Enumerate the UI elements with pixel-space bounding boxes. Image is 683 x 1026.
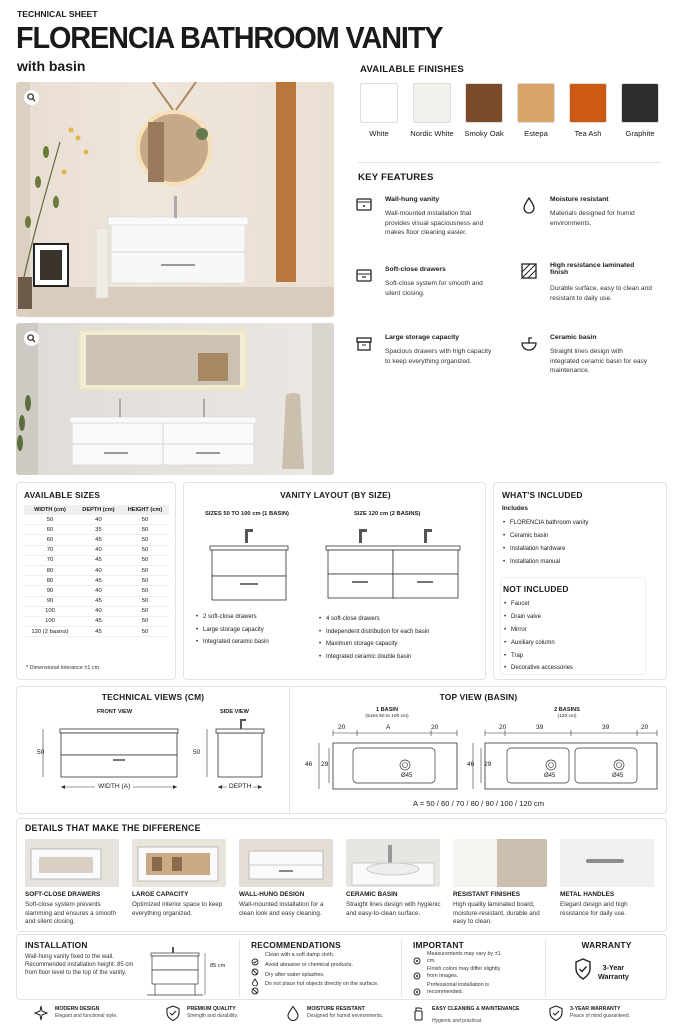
installation-height: 85 cm — [210, 963, 226, 969]
detail-image — [25, 839, 119, 887]
swatch-label: Smoky Oak — [464, 129, 504, 138]
table-row — [24, 596, 169, 606]
bathroom-scene-illustration-double — [16, 323, 334, 475]
list-item: • Installation hardware — [502, 543, 662, 556]
swatch-label: Nordic White — [410, 129, 454, 138]
installation-diagram — [147, 947, 213, 997]
water-drop-icon — [251, 973, 259, 981]
installation-heading: INSTALLATION — [25, 940, 88, 950]
detail-title: LARGE CAPACITY — [132, 891, 189, 898]
recommendation-item: Dry after water splashes. — [265, 972, 325, 978]
footer-title: PREMIUM QUALITY — [187, 1006, 236, 1012]
swatch-3[interactable] — [517, 83, 555, 123]
not-included-box — [500, 577, 646, 675]
detail-image — [560, 839, 654, 887]
table-cell: 120 (2 basins) — [24, 627, 76, 637]
included-sub: Includes — [502, 505, 528, 512]
front-height-label: 50 — [37, 749, 45, 756]
single-basin-diagram — [204, 527, 294, 603]
table-cell: 45 — [76, 627, 121, 637]
warranty-badge-line2: Warranty — [598, 972, 629, 982]
laminate-icon — [520, 262, 538, 280]
layout-heading: VANITY LAYOUT (BY SIZE) — [280, 490, 391, 500]
warranty-shield-icon — [574, 958, 592, 980]
dim-29-2: 29 — [484, 761, 492, 768]
footer-title: MOISTURE RESISTANT — [307, 1006, 365, 1012]
recommendations-heading: RECOMMENDATIONS — [251, 940, 341, 950]
sizes-heading: AVAILABLE SIZES — [24, 490, 101, 500]
feature-title: Large storage capacity — [385, 334, 460, 341]
hole-diameter-left: Ø45 — [544, 773, 556, 779]
table-cell: 90 — [24, 586, 76, 596]
column-header: HEIGHT (cm) — [121, 505, 169, 515]
list-item: • Faucet — [503, 598, 643, 611]
important-item: Professional installation is recommended. — [427, 982, 490, 996]
layout-card — [183, 482, 486, 680]
layout-two-title: SIZE 120 cm (2 BASINS) — [354, 511, 421, 517]
layout-two-bullets — [318, 613, 483, 663]
table-cell: 50 — [121, 606, 169, 616]
table-cell: 50 — [121, 616, 169, 626]
warranty-badge-line1: 3-Year — [602, 963, 625, 972]
ruler-icon — [413, 952, 421, 960]
feature-title: Ceramic basin — [550, 334, 597, 341]
list-item: • Independent distribution for each basin — [318, 626, 483, 639]
recommendation-item: Clean with a soft damp cloth. — [265, 952, 335, 958]
page-title: FLORENCIA BATHROOM VANITY — [16, 20, 443, 55]
detail-image — [346, 839, 440, 887]
layout-one-title: SIZES 50 TO 100 cm (1 BASIN) — [205, 511, 289, 517]
layout-one-bullets — [195, 611, 325, 649]
swatch-1[interactable] — [413, 83, 451, 123]
divider — [239, 939, 240, 997]
footer-desc: Elegant and functional style. — [55, 1013, 118, 1019]
tech-heading: TECHNICAL VIEWS (CM) — [101, 692, 205, 702]
no-chemical-icon — [251, 963, 259, 971]
table-cell: 50 — [121, 586, 169, 596]
table-cell: 50 — [121, 565, 169, 575]
dim-46-2: 46 — [467, 761, 475, 768]
storage-box-icon — [355, 334, 373, 352]
table-cell: 50 — [121, 525, 169, 535]
table-cell: 50 — [121, 545, 169, 555]
included-list — [502, 517, 662, 569]
swatch-4[interactable] — [569, 83, 607, 123]
column-header: WIDTH (cm) — [24, 505, 76, 515]
list-item: • Integrated ceramic basin — [195, 636, 325, 649]
included-card — [493, 482, 667, 680]
table-cell: 50 — [121, 596, 169, 606]
footer-desc: Hygienic and practical. — [432, 1018, 483, 1024]
included-heading: WHAT'S INCLUDED — [502, 490, 583, 500]
width-label: WIDTH (A) — [95, 783, 133, 790]
table-cell: 50 — [121, 627, 169, 637]
side-view-label: SIDE VIEW — [220, 709, 249, 715]
tools-icon — [413, 983, 421, 991]
detail-image — [239, 839, 333, 887]
important-heading: IMPORTANT — [413, 940, 464, 950]
table-cell: 40 — [76, 606, 121, 616]
two-basin-title: 2 BASINS — [554, 707, 580, 713]
product-photo-single[interactable] — [16, 82, 334, 317]
table-cell: 50 — [121, 576, 169, 586]
table-cell: 60 — [24, 525, 76, 535]
one-basin-sub: (sizes 50 to 100 cm) — [365, 714, 409, 719]
technical-views-card — [16, 686, 667, 814]
feature-desc: Straight lines design with integrated ceramic basin for easy maintenance. — [550, 348, 648, 375]
details-card — [16, 818, 667, 932]
page-subtitle: with basin — [17, 58, 86, 74]
dim-46: 46 — [305, 761, 313, 768]
list-item: • FLORENCIA bathroom vanity — [502, 517, 662, 530]
footer-title: MODERN DESIGN — [55, 1006, 100, 1012]
column-header: DEPTH (cm) — [76, 505, 121, 515]
table-row — [24, 586, 169, 596]
zoom-icon[interactable] — [24, 90, 39, 105]
footer-desc: Designed for humid environments. — [307, 1013, 384, 1019]
swatch-label: Graphite — [625, 129, 655, 138]
feature-title: Moisture resistant — [550, 196, 609, 203]
footer-title: EASY CLEANING & MAINTENANCE — [432, 1006, 520, 1012]
drawer-icon — [355, 266, 373, 284]
feature-title: Soft-close drawers — [385, 266, 446, 273]
detail-desc: Elegant design and high resistance for daily use. — [560, 901, 628, 917]
details-heading: DETAILS THAT MAKE THE DIFFERENCE — [25, 823, 201, 833]
table-row — [24, 555, 169, 565]
recommendation-item: Do not place hot objects directly on the surface. — [265, 981, 379, 987]
table-row — [24, 606, 169, 616]
table-cell: 40 — [76, 545, 121, 555]
not-included-list — [503, 598, 643, 675]
table-cell: 45 — [76, 596, 121, 606]
detail-title: WALL-HUNG DESIGN — [239, 891, 305, 898]
table-cell: 100 — [24, 616, 76, 626]
detail-title: SOFT-CLOSE DRAWERS — [25, 891, 101, 898]
bathroom-scene-illustration — [16, 82, 334, 317]
divider — [289, 687, 290, 813]
feature-desc: Spacious drawers with high capacity to keep everything organized. — [385, 348, 492, 365]
divider — [358, 162, 661, 163]
detail-title: RESISTANT FINISHES — [453, 891, 520, 898]
water-drop-icon — [520, 196, 538, 214]
table-row — [24, 616, 169, 626]
table-cell: 45 — [76, 576, 121, 586]
table-cell: 50 — [121, 515, 169, 525]
double-basin-diagram — [324, 527, 464, 603]
list-item: • Integrated ceramic double basin — [318, 651, 483, 664]
swatch-0[interactable] — [360, 83, 398, 123]
table-cell: 50 — [121, 555, 169, 565]
dim-39-left: 39 — [536, 724, 544, 731]
footer-desc: Strength and durability. — [187, 1013, 239, 1019]
cleaning-icon — [410, 1005, 426, 1021]
info-card — [16, 934, 667, 1000]
eyebrow: TECHNICAL SHEET — [17, 9, 98, 19]
table-cell: 45 — [76, 555, 121, 565]
swatch-label: White — [369, 129, 389, 138]
table-cell: 45 — [76, 535, 121, 545]
table-cell: 50 — [121, 535, 169, 545]
side-height-label: 50 — [193, 749, 201, 756]
detail-desc: Wall-mounted installation for a clean look and easy cleaning. — [239, 901, 324, 917]
feature-desc: Materials designed for humid environments. — [550, 210, 635, 227]
dim-39-right: 39 — [602, 724, 610, 731]
depth-label: DEPTH — [229, 783, 252, 790]
table-cell: 35 — [76, 525, 121, 535]
table-row — [24, 525, 169, 535]
features-heading: KEY FEATURES — [358, 172, 434, 183]
installation-text: Wall-hung vanity fixed to the wall. Recommended installation height: 85 cm from floor level to the top of the vanity. — [25, 954, 134, 977]
sizes-table — [24, 505, 169, 637]
detail-title: CERAMIC BASIN — [346, 891, 398, 898]
list-item: • Drain valve — [503, 611, 643, 624]
table-row — [24, 576, 169, 586]
list-item: • Decorative accessories — [503, 662, 643, 675]
list-item: • Auxiliary column — [503, 637, 643, 650]
swatch-2[interactable] — [465, 83, 503, 123]
two-basin-sub: (120 cm) — [557, 714, 577, 719]
feature-desc: Wall-mounted installation that provides visual spaciousness and makes floor cleaning easier. — [385, 210, 484, 237]
table-row — [24, 627, 169, 637]
table-cell: 80 — [24, 576, 76, 586]
divider — [401, 939, 402, 997]
footer-title: 3-YEAR WARRANTY — [570, 1006, 621, 1012]
table-cell: 100 — [24, 606, 76, 616]
dim-a: A — [386, 724, 391, 731]
feature-title: High resistance laminated finish — [550, 262, 635, 276]
swatch-label: Estepa — [524, 129, 548, 138]
shield-warranty-icon — [548, 1005, 564, 1021]
list-item: • Ceramic basin — [502, 530, 662, 543]
table-cell: 70 — [24, 555, 76, 565]
dim-20-right-2: 20 — [641, 724, 649, 731]
one-basin-title: 1 BASIN — [375, 707, 399, 713]
width-formula: A = 50 / 60 / 70 / 80 / 90 / 100 / 120 cm — [412, 799, 545, 808]
hole-diameter-right: Ø45 — [612, 773, 624, 779]
list-item: • Installation manual — [502, 556, 662, 569]
not-included-heading: NOT INCLUDED — [503, 584, 569, 594]
detail-image — [132, 839, 226, 887]
sizes-note: * Dimensional tolerance ±1 cm. — [26, 665, 101, 671]
dim-20-right: 20 — [431, 724, 439, 731]
dim-29: 29 — [321, 761, 329, 768]
shield-check-icon — [165, 1005, 181, 1021]
detail-desc: Soft-close system prevents slamming and ensures a smooth and silent closing. — [25, 901, 117, 925]
table-cell: 70 — [24, 545, 76, 555]
table-cell: 40 — [76, 586, 121, 596]
important-item: Finish colors may differ slightly from images. — [427, 966, 501, 980]
table-cell: 60 — [24, 535, 76, 545]
zoom-icon[interactable] — [24, 331, 39, 346]
table-cell: 90 — [24, 596, 76, 606]
swatch-5[interactable] — [621, 83, 659, 123]
table-cell: 80 — [24, 565, 76, 575]
finishes-heading: AVAILABLE FINISHES — [360, 64, 464, 75]
recommendation-item: Avoid abrasive or chemical products. — [265, 962, 353, 968]
product-photo-double[interactable] — [16, 323, 334, 475]
detail-title: METAL HANDLES — [560, 891, 615, 898]
wall-hung-icon — [355, 196, 373, 214]
detail-image — [453, 839, 547, 887]
detail-desc: High quality laminated board, moisture-resistant, durable and easy to clean. — [453, 901, 540, 925]
list-item: • 2 soft-close drawers — [195, 611, 325, 624]
important-item: Measurements may vary by ±1 cm. — [427, 951, 501, 965]
table-cell: 40 — [76, 515, 121, 525]
detail-desc: Straight lines design with hygienic and easy-to-clean surface. — [346, 901, 441, 917]
table-cell: 50 — [24, 515, 76, 525]
dim-20-left: 20 — [338, 724, 346, 731]
list-item: • Maximum storage capacity — [318, 638, 483, 651]
footer-desc: Peace of mind guaranteed. — [570, 1013, 631, 1019]
warranty-heading: WARRANTY — [581, 940, 632, 950]
feature-title: Wall-hung vanity — [385, 196, 440, 203]
table-row — [24, 515, 169, 525]
table-row — [24, 535, 169, 545]
table-cell: 40 — [76, 565, 121, 575]
drop-icon — [285, 1005, 301, 1021]
list-item: • Trap — [503, 650, 643, 663]
top-view-heading: TOP VIEW (BASIN) — [439, 692, 518, 702]
check-circle-icon — [251, 953, 259, 961]
table-cell: 45 — [76, 616, 121, 626]
list-item: • Large storage capacity — [195, 624, 325, 637]
sizes-card — [16, 482, 176, 680]
front-view-label: FRONT VIEW — [97, 709, 133, 715]
palette-icon — [413, 967, 421, 975]
table-row — [24, 545, 169, 555]
list-item: • 4 soft-close drawers — [318, 613, 483, 626]
basin-icon — [520, 334, 538, 352]
no-hot-icon — [251, 982, 259, 990]
sparkle-icon — [33, 1005, 49, 1021]
hole-diameter: Ø45 — [401, 773, 413, 779]
feature-desc: Durable surface, easy to clean and resistant to daily use. — [550, 285, 652, 302]
swatch-label: Tea Ash — [574, 129, 602, 138]
feature-desc: Soft-close system for smooth and silent closing. — [385, 280, 483, 297]
dim-20-left-2: 20 — [499, 724, 507, 731]
table-row — [24, 565, 169, 575]
list-item: • Mirror — [503, 624, 643, 637]
detail-desc: Optimized interior space to keep everything organized. — [132, 901, 223, 917]
